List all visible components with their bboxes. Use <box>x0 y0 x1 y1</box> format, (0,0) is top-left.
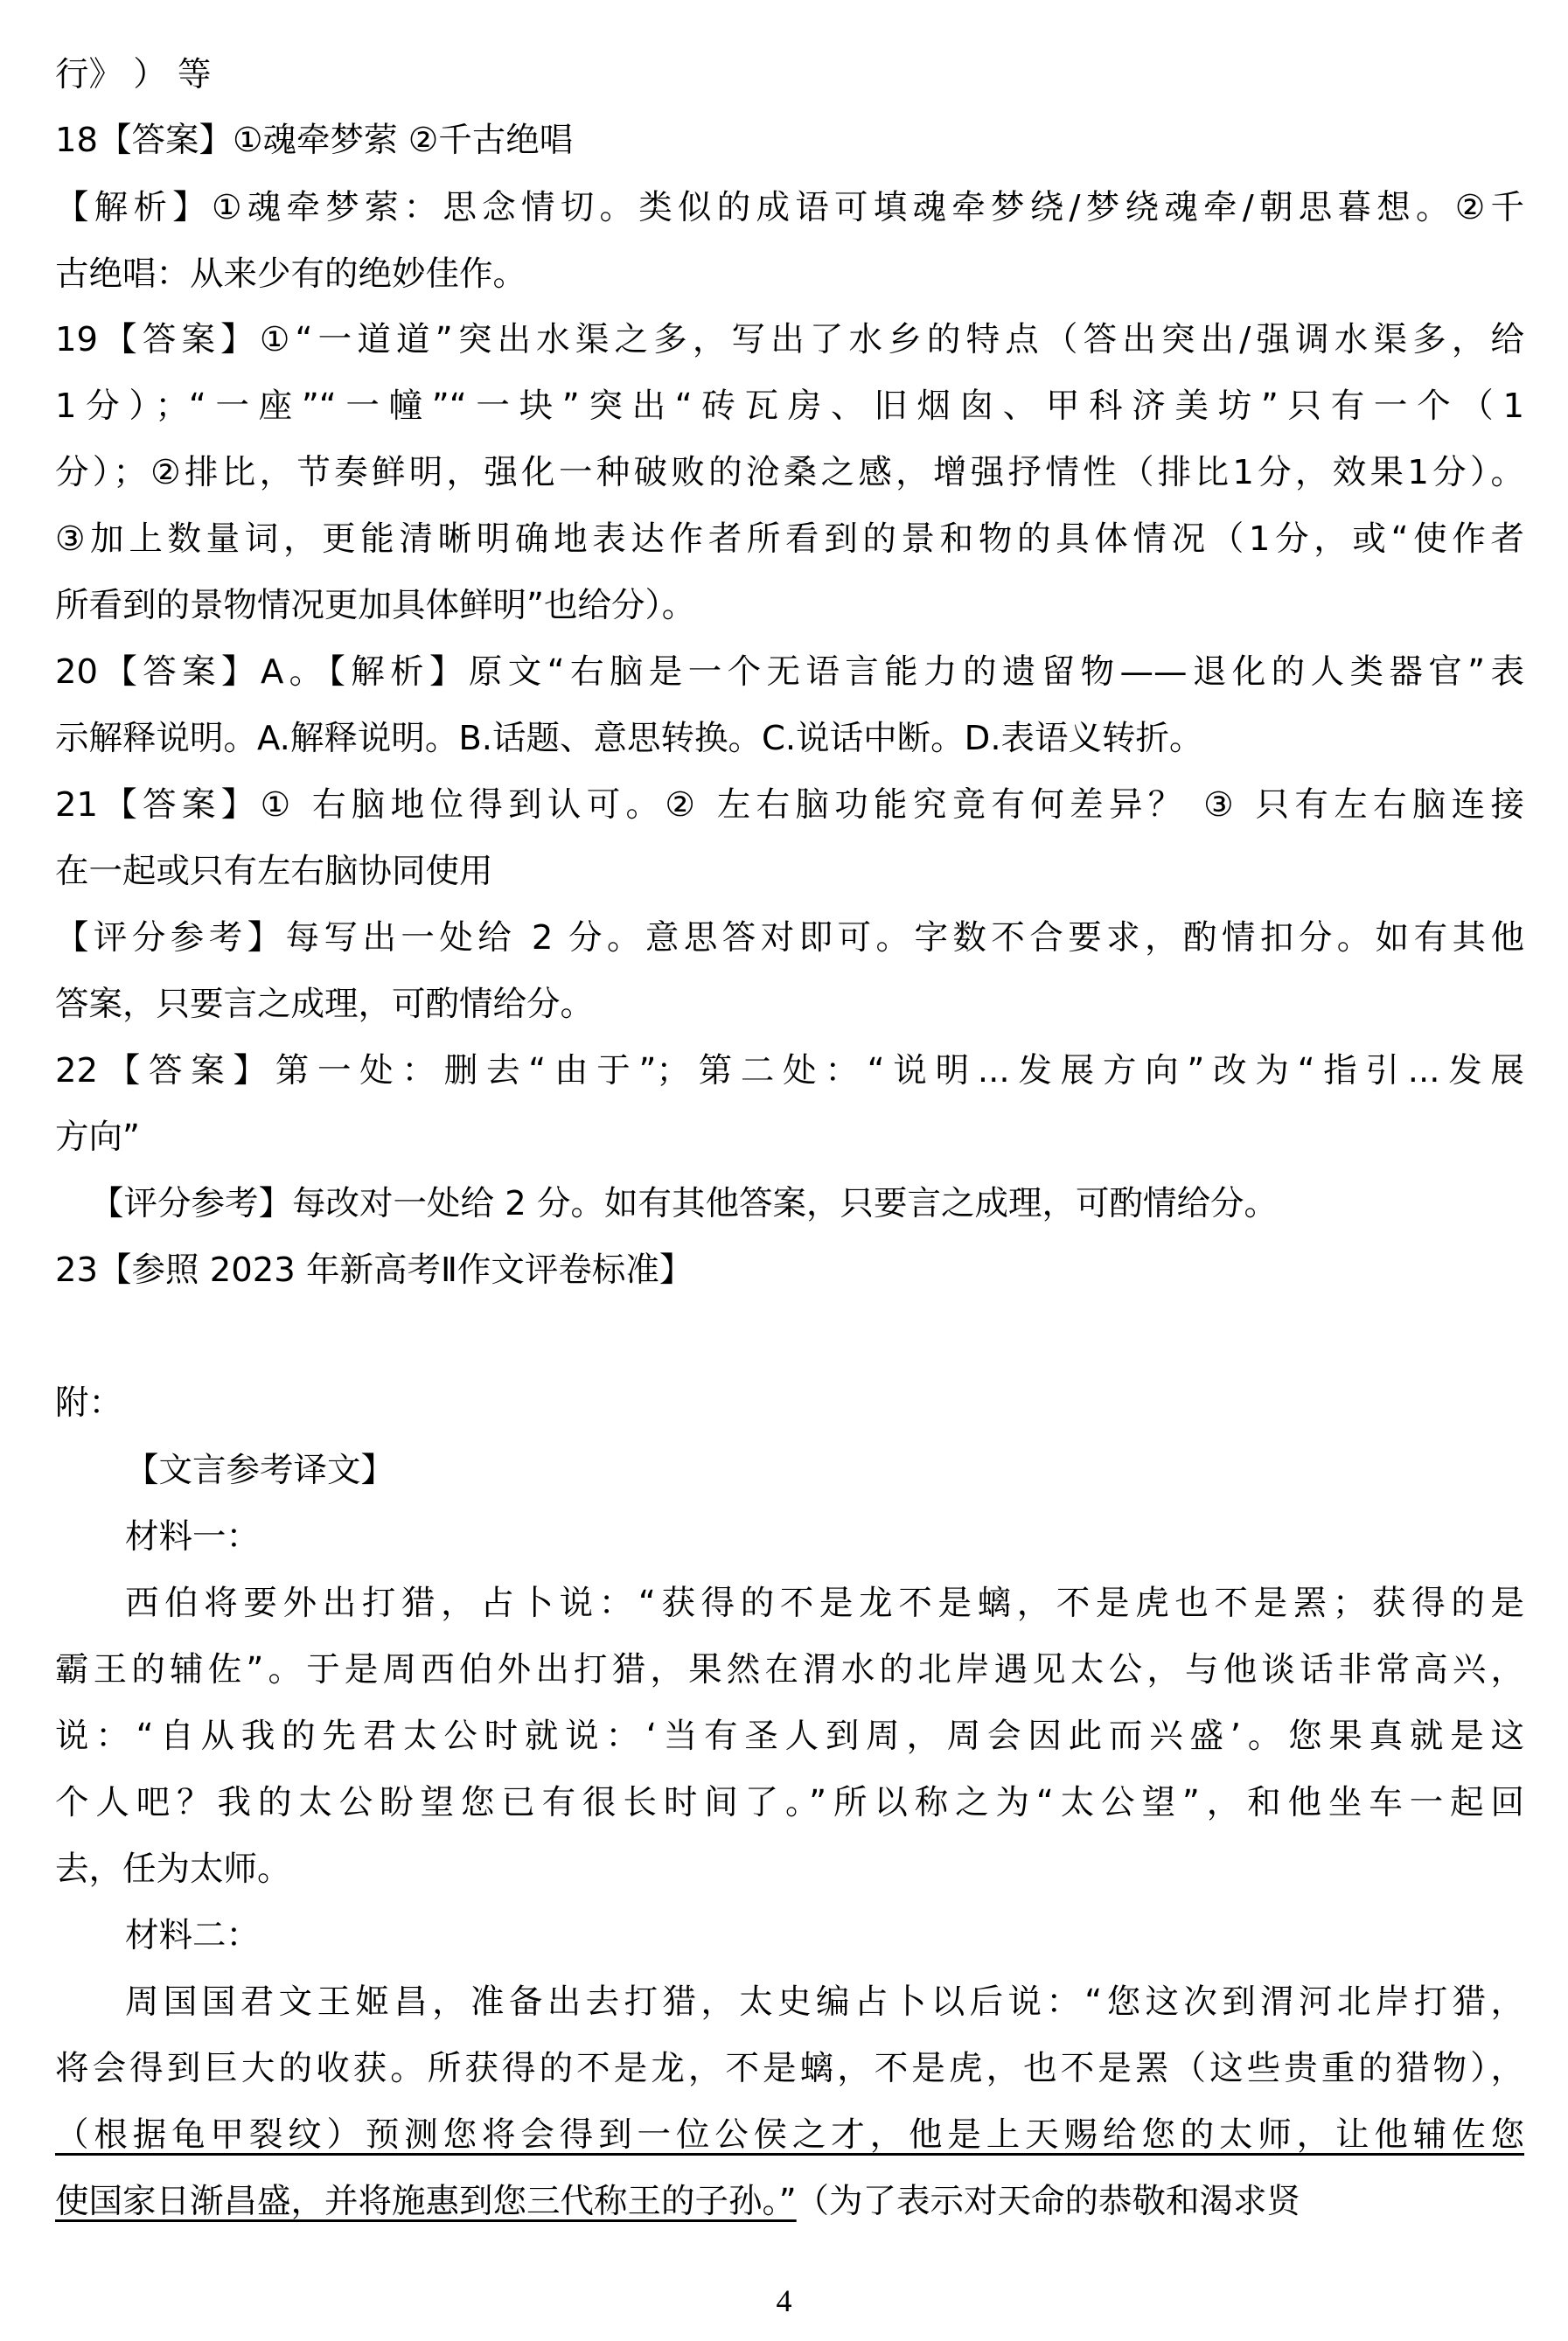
text-line-1: 行》 ） 等 <box>55 55 212 94</box>
material-two-line-4 <box>55 2179 1524 2228</box>
translation-heading: 【文言参考译文】 <box>125 1451 395 1490</box>
material-two-heading: 材料二： <box>125 1916 261 1955</box>
page-number: 4 <box>776 2283 792 2318</box>
scoring-22: 【评分参考】每改对一处给 2 分。如有其他答案，只要言之成理，可酌情给分。 <box>90 1184 1278 1223</box>
answer-19-line-2: 1分）；“一座”“一幢”“一块”突出“砖瓦房、旧烟囱、甲科济美坊”只有一个（1 <box>55 387 1524 426</box>
underlined-phrase: 使国家日渐昌盛，并将施惠到您三代称王的子孙。” <box>55 2182 797 2221</box>
material-two-line-2: 将会得到巨大的收获。所获得的不是龙，不是螭，不是虎，也不是罴（这些贵重的猎物）， <box>55 2049 1524 2088</box>
analysis-18-line-1: 【解析】①魂牵梦萦：思念情切。类似的成语可填魂牵梦绕/梦绕魂牵/朝思暮想。②千 <box>55 188 1524 227</box>
answer-22-line-1: 22【答案】第一处：删去“由于”；第二处：“说明...发展方向”改为“指引...发展 <box>55 1051 1524 1090</box>
answer-21-line-2: 在一起或只有左右脑协同使用 <box>55 852 493 891</box>
answer-19-line-4: ③加上数量词，更能清晰明确地表达作者所看到的景和物的具体情况（1分，或“使作者 <box>55 519 1524 559</box>
material-one-heading: 材料一： <box>125 1517 261 1557</box>
material-one-line-1: 西伯将要外出打猎，占卜说：“获得的不是龙不是螭，不是虎也不是罴；获得的是 <box>125 1584 1524 1623</box>
appendix-label: 附： <box>55 1383 123 1423</box>
answer-19-line-5: 所看到的景物情况更加具体鲜明”也给分）。 <box>55 586 696 625</box>
answer-18: 18【答案】①魂牵梦萦 ②千古绝唱 <box>55 121 574 160</box>
answer-23: 23【参照 2023 年新高考Ⅱ作文评卷标准】 <box>55 1251 693 1290</box>
material-two-line-1: 周国国君文王姬昌，准备出去打猎，太史编占卜以后说：“您这次到渭河北岸打猎， <box>125 1982 1524 2022</box>
trailing-phrase: （为了表示对天命的恭敬和渴求贤 <box>812 2182 1300 2221</box>
material-one-line-5: 去，任为太师。 <box>55 1850 291 1889</box>
answer-20-line-2: 示解释说明。A.解释说明。B.话题、意思转换。C.说话中断。D.表语义转折。 <box>55 719 1203 758</box>
answer-19-line-1: 19【答案】①“一道道”突出水渠之多，写出了水乡的特点（答出突出/强调水渠多，给 <box>55 320 1524 359</box>
answer-22-line-2: 方向” <box>55 1118 140 1157</box>
answer-19-line-3: 分）；②排比，节奏鲜明，强化一种破败的沧桑之感，增强抒情性（排比1分，效果1分）。 <box>55 453 1524 492</box>
scoring-21-line-1: 【评分参考】每写出一处给 2 分。意思答对即可。字数不合要求，酌情扣分。如有其他 <box>55 918 1524 958</box>
answer-20-line-1: 20【答案】A。【解析】原文“右脑是一个无语言能力的遗留物——退化的人类器官”表 <box>55 652 1524 692</box>
analysis-18-line-2: 古绝唱：从来少有的绝妙佳作。 <box>55 254 527 294</box>
scoring-21-line-2: 答案，只要言之成理，可酌情给分。 <box>55 985 595 1024</box>
material-two-line-3-underlined: （根据龟甲裂纹）预测您将会得到一位公侯之才，他是上天赐给您的太师，让他辅佐您 <box>55 2115 1524 2155</box>
material-one-line-3: 说：“自从我的先君太公时就说：‘当有圣人到周，周会因此而兴盛’。您果真就是这 <box>55 1717 1524 1756</box>
material-one-line-4: 个人吧？我的太公盼望您已有很长时间了。”所以称之为“太公望”，和他坐车一起回 <box>55 1783 1524 1822</box>
material-one-line-2: 霸王的辅佐”。于是周西伯外出打猎，果然在渭水的北岸遇见太公，与他谈话非常高兴， <box>55 1650 1524 1690</box>
answer-21-line-1: 21【答案】① 右脑地位得到认可。② 左右脑功能究竟有何差异？ ③ 只有左右脑连接 <box>55 785 1524 825</box>
